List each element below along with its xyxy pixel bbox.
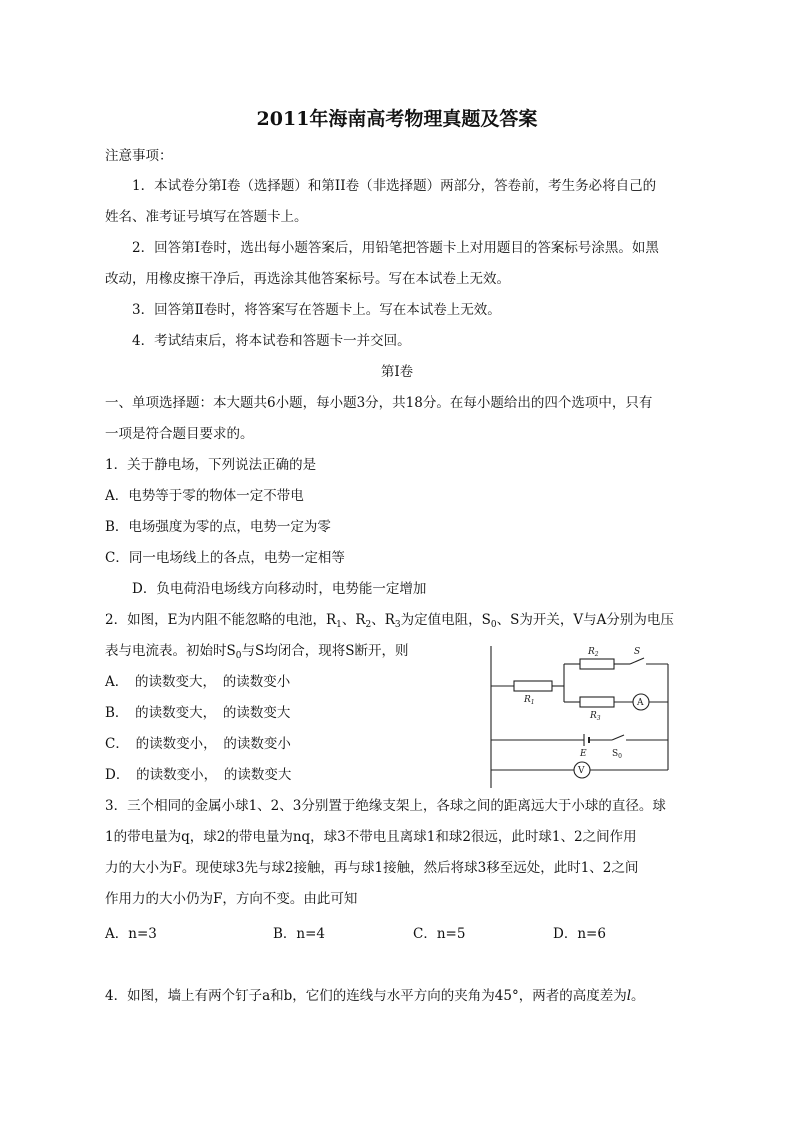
part1-line-2: 一项是符合题目要求的。	[105, 426, 254, 442]
q3-option-d: D．n=6	[553, 926, 606, 942]
part1-line-1: 一、单项选择题：本大题共6小题，每小题3分，共18分。在每小题给出的四个选项中，只有	[105, 395, 653, 411]
resistor-r2-symbol	[580, 659, 614, 669]
label-r1: $R_1$	[524, 695, 535, 706]
label-s0: $S_0$	[612, 749, 622, 760]
q1-stem: 1．关于静电场，下列说法正确的是	[105, 457, 317, 473]
circuit-diagram	[484, 638, 684, 794]
q1-option-a: A．电势等于零的物体一定不带电	[105, 488, 304, 504]
q1-option-c: C．同一电场线上的各点，电势一定相等	[105, 550, 345, 566]
resistor-r1-symbol	[514, 681, 552, 691]
q3-option-b: B．n=4	[273, 926, 326, 942]
label-voltmeter: V	[578, 766, 585, 776]
note-2-line-1: 2．回答第Ⅰ卷时，选出每小题答案后，用铅笔把答题卡上对用题目的答案标号涂黑。如黑	[132, 240, 659, 256]
notes-heading: 注意事项：	[105, 148, 173, 164]
note-3: 3．回答第Ⅱ卷时，将答案写在答题卡上。写在本试卷上无效。	[132, 302, 501, 318]
q2-option-b: B． 的读数变大， 的读数变大	[105, 705, 291, 721]
q1-option-d: D．负电荷沿电场线方向移动时，电势能一定增加	[132, 581, 427, 597]
q2-option-c: C． 的读数变小， 的读数变小	[105, 736, 291, 752]
switch-s-symbol	[630, 658, 644, 664]
note-1-line-2: 姓名、准考证号填写在答题卡上。	[105, 209, 308, 225]
label-s: S	[634, 647, 641, 657]
page-title: 2011年海南高考物理真题及答案	[256, 108, 538, 130]
label-e: E	[580, 749, 587, 759]
q1-option-b: B．电场强度为零的点，电势一定为零	[105, 519, 331, 535]
section-heading: 第Ⅰ卷	[380, 364, 414, 380]
q3-option-c: C．n=5	[413, 926, 466, 942]
q3-line-1: 3．三个相同的金属小球1、2、3分别置于绝缘支架上，各球之间的距离远大于小球的直径。球	[105, 798, 666, 814]
q2-stem-line-1: 2．如图，E为内阻不能忽略的电池，$R_1$、$R_2$、$R_3$为定值电阻，$S_0$、S为开关，V与A分别为电压	[105, 612, 674, 630]
q3-line-4: 作用力的大小仍为F，方向不变。由此可知	[105, 891, 358, 907]
q3-line-3: 力的大小为F。现使球3先与球2接触，再与球1接触，然后将球3移至远处，此时1、2之间	[105, 860, 639, 876]
q4-line-1: 4．如图，墙上有两个钉子a和b，它们的连线与水平方向的夹角为45°，两者的高度差为l。	[105, 988, 645, 1004]
resistor-r3-symbol	[580, 697, 614, 707]
label-r2: $R_2$	[588, 647, 599, 658]
q2-stem-line-2: 表与电流表。初始时$S_0$与S均闭合，现将S断开，则	[105, 643, 409, 661]
q2-option-d: D． 的读数变小， 的读数变大	[105, 767, 292, 783]
q2-option-a: A． 的读数变大， 的读数变小	[105, 674, 291, 690]
note-2-line-2: 改动，用橡皮擦干净后，再选涂其他答案标号。写在本试卷上无效。	[105, 271, 510, 287]
note-1-line-1: 1．本试卷分第Ⅰ卷（选择题）和第II卷（非选择题）两部分，答卷前，考生务必将自己的	[132, 178, 657, 194]
label-ammeter: A	[637, 698, 644, 708]
label-r3: $R_3$	[590, 711, 601, 722]
q3-option-a: A．n=3	[105, 926, 157, 942]
note-4: 4．考试结束后，将本试卷和答题卡一并交回。	[132, 333, 411, 349]
switch-s0-symbol	[612, 735, 624, 740]
q3-line-2: 1的带电量为q，球2的带电量为nq，球3不带电且离球1和球2很远，此时球1、2之间作用	[105, 829, 637, 845]
